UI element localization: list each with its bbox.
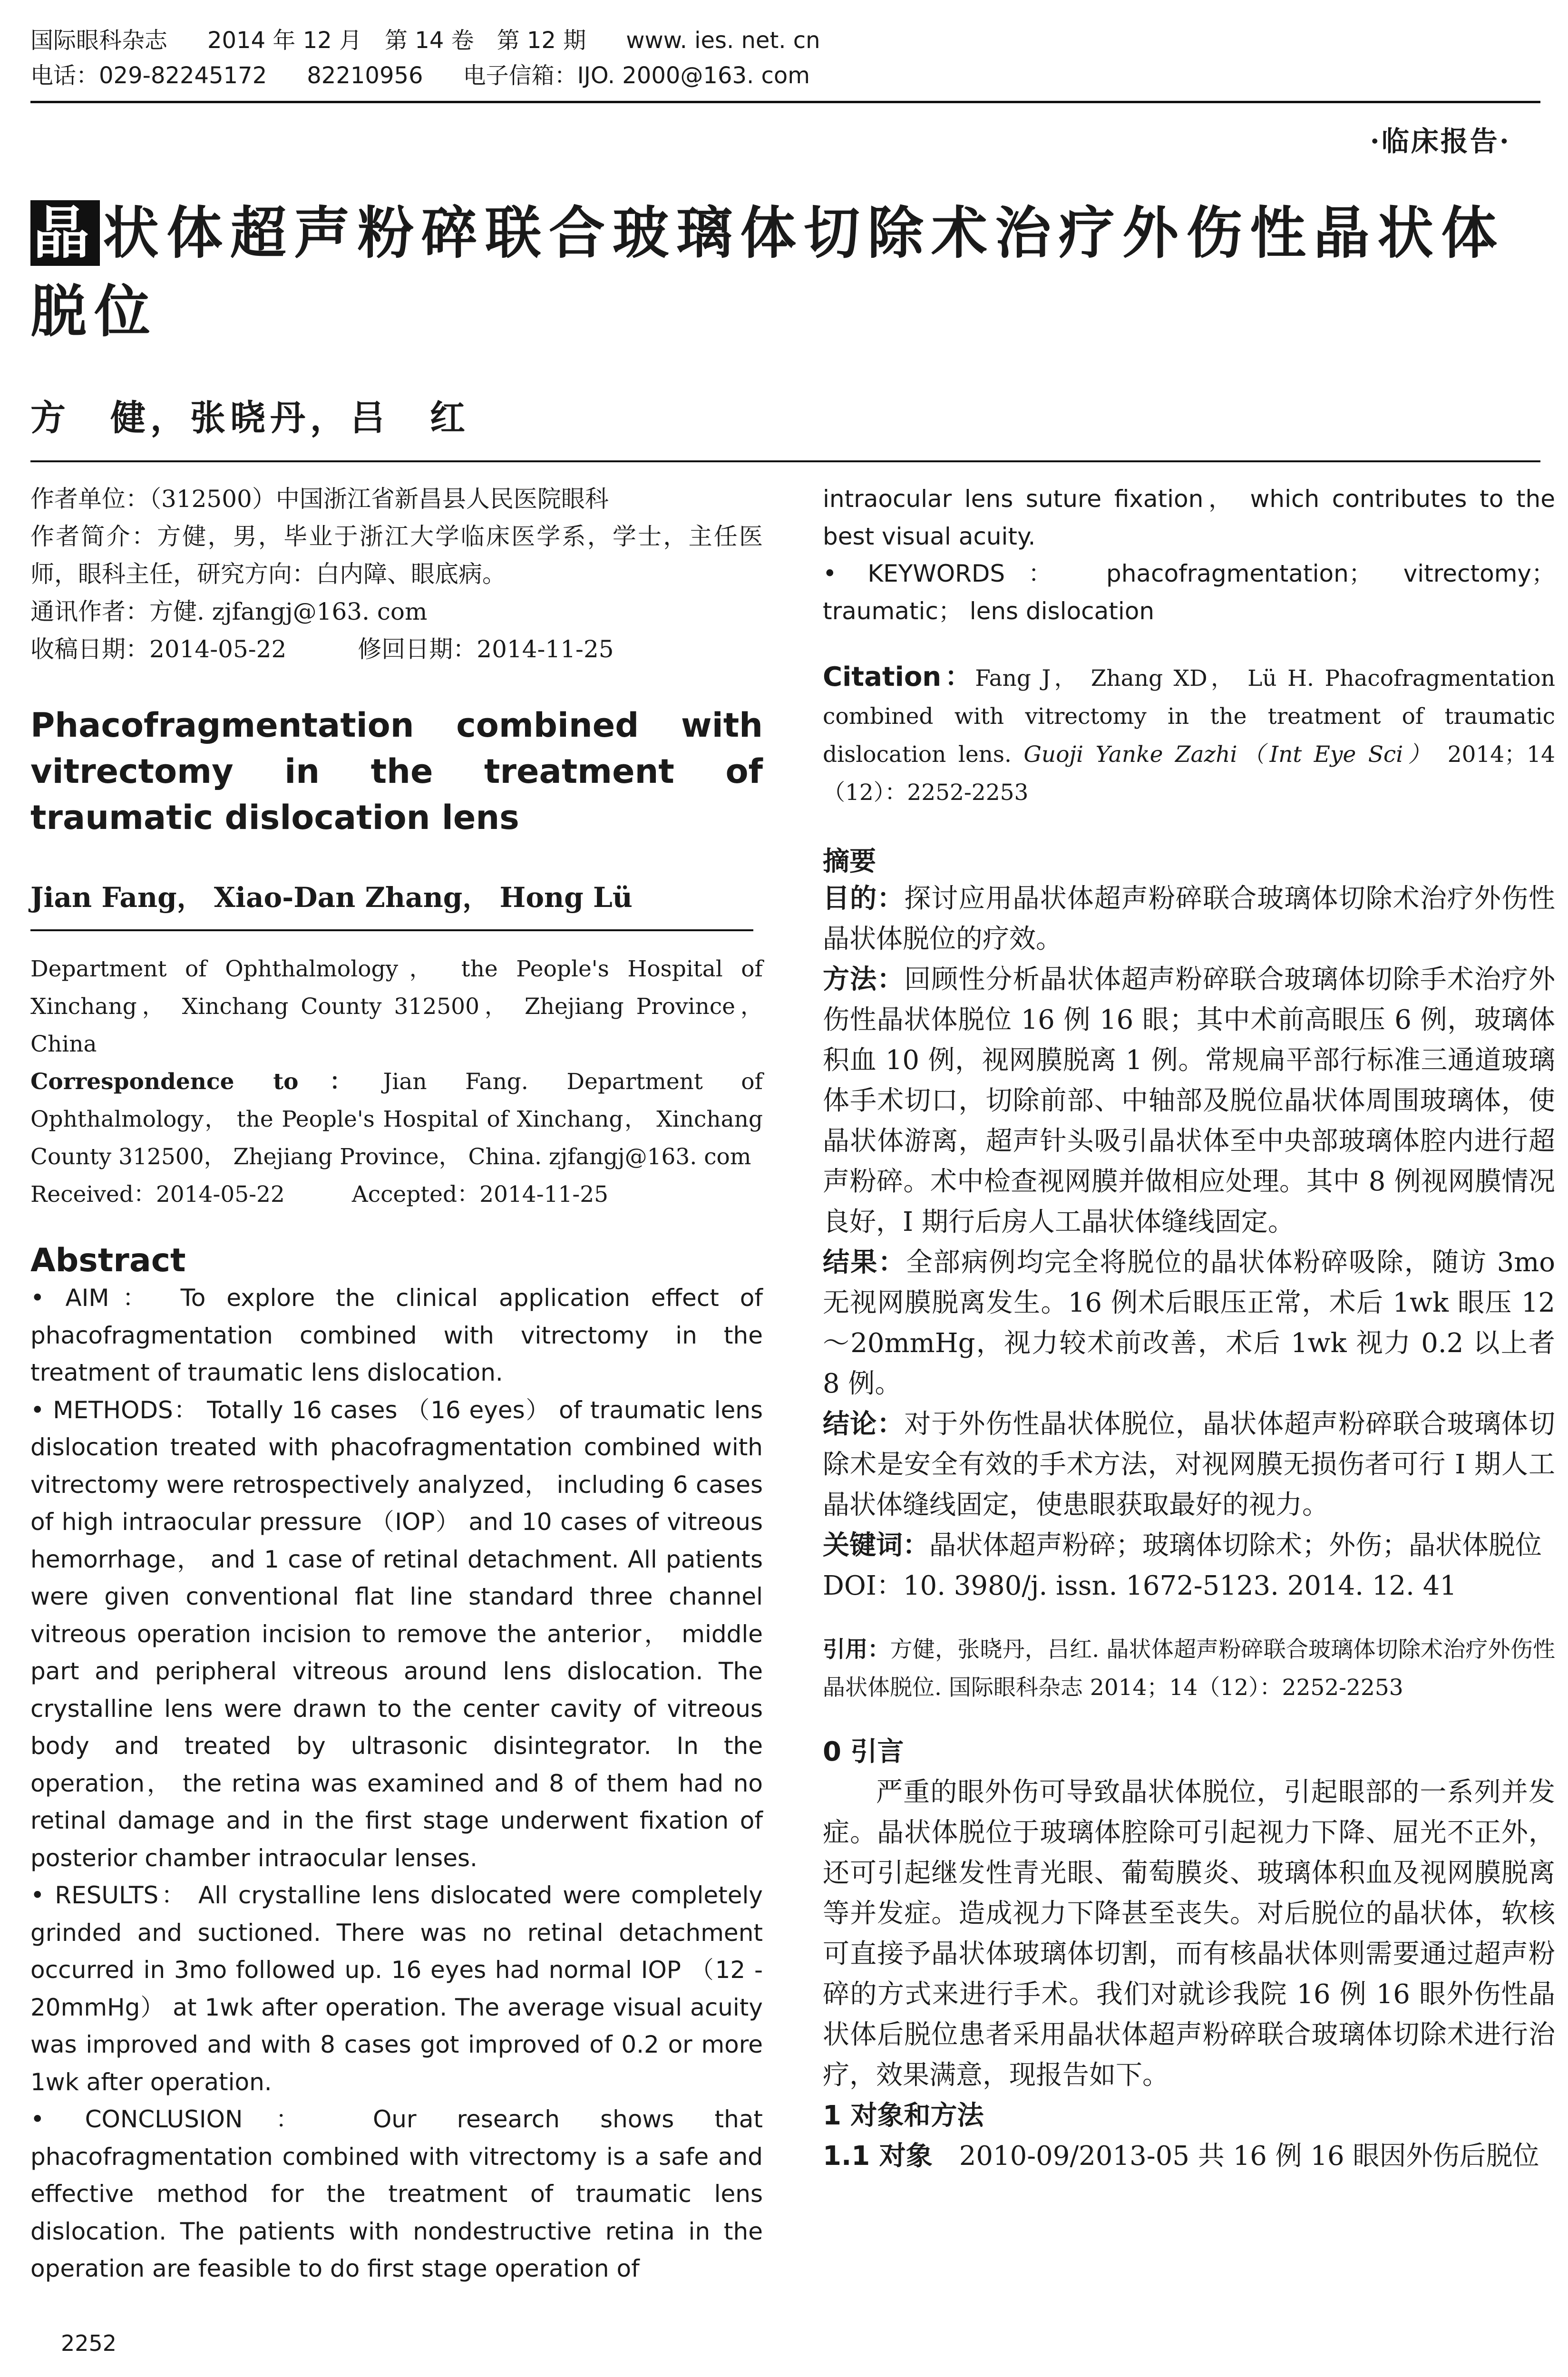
intro-heading: 0 引言: [823, 1736, 904, 1767]
english-citation: [823, 658, 1555, 812]
english-abstract-continued: [823, 480, 1555, 630]
article-title: [30, 194, 1543, 351]
english-authors: Jian Fang， Xiao-Dan Zhang， Hong Lü: [30, 881, 633, 914]
right-column: [823, 480, 1555, 2176]
correspondence-text: Jian Fang. Department of Ophthalmology， the People's Hospital of Xinchang， Xinchang County 312500， Zhejiang Province， China. zjfangj@163. com: [30, 1069, 763, 1170]
journal-phone: 电话：029-82245172: [30, 62, 267, 89]
english-title: Phacofragmentation combined with vitrectomy in the treatment of traumatic dislocation lens: [30, 706, 763, 837]
journal-header: [30, 23, 1540, 93]
chinese-abstract-heading: 摘要: [823, 846, 876, 877]
title-text: 状体超声粉碎联合玻璃体切除术治疗外伤性晶状体脱位: [30, 200, 1505, 344]
cn-methods: [823, 959, 1555, 1242]
english-affiliation: [30, 950, 763, 1213]
page-number: 2252: [61, 2330, 117, 2356]
correspondence: [30, 1063, 763, 1176]
citation-journal: Guoji Yanke Zazhi（Int Eye Sci）: [1023, 741, 1436, 768]
intro-body: [823, 1772, 1555, 2095]
citation-text: Fang J， Zhang XD， Lü H. Phacofragmentation combined with vitrectomy in the treatment of traumatic dislocation lens.: [823, 665, 1556, 768]
abstract-results: • RESULTS： All crystalline lens dislocated were completely grinded and suctioned. There was no retinal detachment occurred in 3mo followed up. 16 eyes had normal IOP （12 - 20mmHg） at 1wk after operation. The average visual acuity was improved and with 8 cases got improved of 0.2 or more 1wk after operation.: [30, 1881, 763, 2096]
cn-conclusion: [823, 1404, 1555, 1525]
abstract-conclusion-continued: intraocular lens suture fixation， which contributes to the best visual acuity.: [823, 485, 1555, 550]
authors-chinese: 方 健，张晓丹，吕 红: [30, 398, 470, 438]
cn-keywords-label: 关键词：: [823, 1529, 929, 1561]
issue-info: 2014 年 12 月 第 14 卷 第 12 期: [207, 27, 586, 54]
received-dates: 收稿日期：2014-05-22 修回日期：2014-11-25: [30, 635, 614, 663]
author-meta: [30, 480, 763, 668]
correspondence-label: Correspondence to：: [30, 1069, 383, 1095]
department: Department of Ophthalmology， the People's Hospital of Xinchang， Xinchang County 312500， Zhejiang Province， China: [30, 956, 763, 1057]
abstract-methods: • METHODS： Totally 16 cases （16 eyes） of traumatic lens dislocation treated with phacofragmentation combined with vitrectomy were retrospectively analyzed， including 6 cases of high intraocular pressure （IOP） and 10 cases of vitreous hemorrhage， and 1 case of retinal detachment. All patients were given conventional flat line standard three channel vitreous operation incision to remove the anterior， middle part and peripheral vitreous around lens dislocation. The crystalline lens were drawn to the center cavity of vitreous body and treated by ultrasonic disintegrator. In the operation， the retina was examined and 8 of them had no retinal damage and in the first stage underwent fixation of posterior chamber intraocular lenses.: [30, 1396, 763, 1872]
subjects-text: 2010-09/2013-05 共 16 例 16 眼因外伤后脱位: [932, 2141, 1539, 2172]
cn-cite-text: 方健，张晓丹，吕红. 晶状体超声粉碎联合玻璃体切除术治疗外伤性晶状体脱位. 国际眼科杂志 2014；14（12）：2252-2253: [823, 1637, 1555, 1701]
cn-conclusion-label: 结论：: [823, 1408, 905, 1440]
abstract-heading: Abstract: [30, 1242, 186, 1279]
cn-cite-label: 引用：: [823, 1637, 890, 1663]
chinese-citation: [823, 1631, 1555, 1707]
cn-methods-text: 回顾性分析晶状体超声粉碎联合玻璃体切除手术治疗外伤性晶状体脱位 16 例 16 眼；其中术前高眼压 6 例，玻璃体积血 10 例，视网膜脱离 1 例。常规扁平部行标准三通道玻璃体手术切口，切除前部、中轴部及脱位晶状体周围玻璃体，使晶状体游离，超声针头吸引晶状体至中央部玻璃体腔内进行超声粉碎。术中检查视网膜并做相应处理。其中 8 例视网膜情况良好，I 期行后房人工晶状体缝线固定。: [823, 964, 1556, 1237]
english-abstract: [30, 1279, 763, 2288]
cn-aim-text: 探讨应用晶状体超声粉碎联合玻璃体切除术治疗外伤性晶状体脱位的疗效。: [823, 883, 1556, 955]
subjects-line: [823, 2136, 1555, 2176]
subjects-label: 1.1 对象: [823, 2141, 933, 2172]
title-drop-char: 晶: [30, 200, 100, 266]
journal-website[interactable]: www. ies. net. cn: [626, 27, 820, 54]
header-divider: [30, 101, 1540, 103]
author-bio: 作者简介：方健，男，毕业于浙江大学临床医学系，学士，主任医师，眼科主任，研究方向：白内障、眼底病。: [30, 523, 763, 588]
abstract-keywords: • KEYWORDS： phacofragmentation； vitrectomy； traumatic； lens dislocation: [823, 560, 1555, 625]
english-divider: [30, 929, 753, 931]
title-divider: [30, 460, 1540, 462]
section-tag: ·临床报告·: [1370, 125, 1511, 157]
cn-aim-label: 目的：: [823, 883, 905, 914]
cn-conclusion-text: 对于外伤性晶状体脱位，晶状体超声粉碎联合玻璃体切除术是安全有效的手术方法，对视网膜无损伤者可行 I 期人工晶状体缝线固定，使患眼获取最好的视力。: [823, 1409, 1556, 1520]
doi[interactable]: DOI：10. 3980/j. issn. 1672-5123. 2014. 12. 41: [823, 1570, 1457, 1601]
journal-email[interactable]: 电子信箱：IJO. 2000@163. com: [463, 62, 810, 89]
cn-results: [823, 1242, 1555, 1404]
left-column: [30, 480, 763, 2288]
citation-tail: 2014；14（12）：2252-2253: [823, 741, 1555, 806]
cn-aim: [823, 878, 1555, 959]
abstract-conclusion: • CONCLUSION： Our research shows that phacofragmentation combined with vitrectomy is a safe and effective method for the treatment of traumatic lens dislocation. The patients with nondestructive retina in the operation are feasible to do first stage operation of: [30, 2105, 763, 2282]
received-accepted: Received：2014-05-22 Accepted：2014-11-25: [30, 1181, 609, 1208]
cn-results-text: 全部病例均完全将脱位的晶状体粉碎吸除，随访 3mo 无视网膜脱离发生。16 例术后眼压正常，术后 1wk 眼压 12～20mmHg，视力较术前改善，术后 1wk 视力 0.2 以上者 8 例。: [823, 1247, 1556, 1399]
cn-keywords: [823, 1525, 1555, 1566]
corresponding-author: 通讯作者：方健. zjfangj@163. com: [30, 598, 428, 625]
journal-name: 国际眼科杂志: [30, 27, 168, 54]
chinese-abstract: [823, 878, 1555, 1606]
cn-results-label: 结果：: [823, 1247, 906, 1278]
intro-paragraph: 严重的眼外伤可导致晶状体脱位，引起眼部的一系列并发症。晶状体脱位于玻璃体腔除可引起视力下降、屈光不正外，还可引起继发性青光眼、葡萄膜炎、玻璃体积血及视网膜脱离等并发症。造成视力下降甚至丧失。对后脱位的晶状体，软核可直接予晶状体玻璃体切割，而有核晶状体则需要通过超声粉碎的方式来进行手术。我们对就诊我院 16 例 16 眼外伤性晶状体后脱位患者采用晶状体超声粉碎联合玻璃体切除术进行治疗，效果满意，现报告如下。: [823, 1777, 1555, 2091]
cn-methods-label: 方法：: [823, 964, 905, 995]
journal-phone-2: 82210956: [307, 62, 423, 89]
methods-heading: 1 对象和方法: [823, 2100, 984, 2131]
author-unit: 作者单位：（312500）中国浙江省新昌县人民医院眼科: [30, 485, 609, 513]
cn-keywords-text: 晶状体超声粉碎；玻璃体切除术；外伤；晶状体脱位: [929, 1530, 1542, 1561]
citation-label: Citation：: [823, 662, 975, 692]
abstract-aim: • AIM： To explore the clinical application effect of phacofragmentation combined with vitrectomy in the treatment of traumatic lens dislocation.: [30, 1284, 763, 1386]
